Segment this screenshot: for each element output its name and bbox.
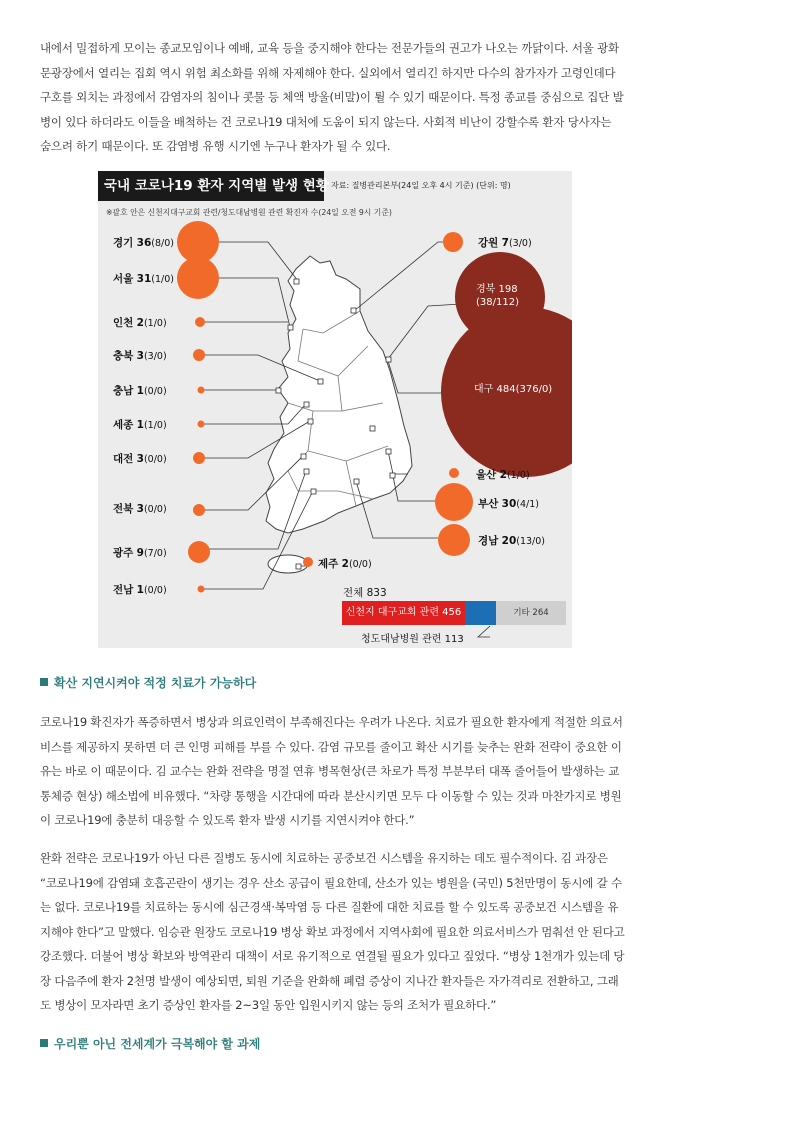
gangwon-bubble [443, 232, 463, 252]
region-label-jeju: 제주 2(0/0) [318, 558, 372, 570]
region-label-chungbuk: 충북 3(3/0) [113, 350, 167, 362]
busan-bubble [435, 483, 473, 521]
text-line: 문광장에서 열리는 집회 역시 위험 최소화를 위해 자제해야 한다. 실외에서 열리긴 하지만 다수의 참가자가 고령인데다 [40, 65, 616, 80]
text-line: 장 다음주에 환자 2천명 발생이 예상되면, 퇴원 기준을 완화해 폐렴 증상이 지나간 환자들은 자가격리로 전환하고, 그래 [40, 973, 619, 988]
infographic-source: 자료: 질병관리본부(24일 오후 4시 기준) (단위: 명) [331, 181, 511, 190]
sejong-bubble [198, 421, 205, 428]
infographic-note: ※괄호 안은 신천지대구교회 관련/청도대남병원 관련 확진자 수(24일 오전 9시 기준) [106, 208, 392, 217]
gyeonggi-bubble [177, 221, 219, 263]
region-label-ulsan: 울산 2(1/0) [476, 469, 530, 481]
text-line: 구호를 외치는 과정에서 감염자의 침이나 콧물 등 체액 방울(비말)이 튈 수 있기 때문이다. 특정 종교를 중심으로 집단 발 [40, 90, 624, 104]
text-line: 비스를 제공하지 못하면 더 큰 인명 피해를 부를 수 있다. 감염 규모를 줄이고 확산 시기를 늦추는 완화 전략이 중요한 이 [40, 739, 622, 754]
text-line: 도 병상이 모자라면 초기 증상인 환자를 2~3일 동안 입원시키지 않는 등의 조처가 필요하다.” [40, 998, 497, 1012]
paragraph-3 [40, 846, 640, 1018]
text-line: 내에서 밀접하게 모이는 종교모임이나 예배, 교육 등을 중지해야 한다는 전문가들의 권고가 나오는 까닭이다. 서울 광화 [40, 41, 619, 55]
region-label-gyeongnam: 경남 20(13/0) [478, 535, 546, 547]
chungbuk-bubble [193, 349, 205, 361]
jeonbuk-bubble [193, 504, 205, 516]
region-label-gyeonggi: 경기 36(8/0) [113, 237, 174, 249]
text-line: 지해야 한다”고 말했다. 임승관 원장도 코로나19 병상 확보 과정에서 지역사회에 필요한 의료서비스가 멈춰선 안 된다고 [40, 924, 625, 939]
region-label-chungnam: 충남 1(0/0) [113, 385, 167, 397]
ulsan-bubble [449, 468, 459, 478]
gyeongbuk-label: 경북 198 (38/112) [476, 284, 519, 308]
text-line: 는 없다. 코로나19를 치료하는 동시에 심근경색·복막염 등 다른 질환에 대한 치료를 할 수 있도록 공중보건 시스템을 유 [40, 900, 619, 914]
text-line: 유는 바로 이 때문이다. 김 교수는 완화 전략을 명절 연휴 병목현상(큰 차로가 특정 부분부터 대폭 줄어들어 발생하는 교 [40, 764, 620, 778]
chungnam-bubble [198, 387, 205, 394]
cheongdo-bar [465, 601, 496, 625]
text-line: 통체증 현상) 해소법에 비유했다. “차량 통행을 시간대에 따라 분산시키면 모두 다 이동할 수 있는 것과 마찬가지로 병원 [40, 788, 622, 803]
text-line: 이 코로나19에 충분히 대응할 수 있도록 환자 발생 시기를 지연시켜야 한다.” [40, 813, 415, 827]
text-line: “코로나19에 감염돼 호흡곤란이 생기는 경우 산소 공급이 필요한데, 산소가 있는 병원을 (국민) 5천만명이 동시에 갈 수 [40, 875, 622, 890]
text-line: 강조했다. 더불어 병상 확보와 방역관리 대책이 서로 유기적으로 연결될 필요가 있다고 짚었다. “병상 1천개가 있는데 당 [40, 949, 625, 963]
region-label-jeonnam: 전남 1(0/0) [113, 584, 167, 596]
jeju-bubble [303, 557, 313, 567]
text-line: 완화 전략은 코로나19가 아닌 다른 질병도 동시에 치료하는 공중보건 시스템을 유지하는 데도 필수적이다. 김 과장은 [40, 851, 608, 865]
region-label-seoul: 서울 31(1/0) [113, 273, 174, 285]
text-line: 병이 있다 하더라도 이들을 배척하는 건 코로나19 대처에 도움이 되지 않는다. 사회적 비난이 강할수록 환자 당사자는 [40, 114, 612, 129]
covid-region-infographic [98, 171, 572, 648]
total-count: 전체 833 [343, 587, 387, 599]
paragraph-1 [40, 36, 640, 159]
gyeongnam-bubble [438, 524, 470, 556]
region-label-incheon: 인천 2(1/0) [113, 317, 167, 329]
daejeon-bubble [193, 452, 205, 464]
section-heading-1: 확산 지연시켜야 적정 치료가 가능하다 [40, 674, 256, 691]
square-bullet-icon [40, 678, 48, 686]
region-label-jeonbuk: 전북 3(0/0) [113, 503, 167, 515]
region-label-gangwon: 강원 7(3/0) [478, 237, 532, 249]
gwangju-bubble [188, 541, 210, 563]
region-label-busan: 부산 30(4/1) [478, 498, 539, 510]
cheongdo-label: 청도대남병원 관련 113 [361, 634, 464, 645]
shincheonji-bar: 신천지 대구교회 관련 456 [342, 601, 465, 625]
seoul-bubble [177, 257, 219, 299]
paragraph-2 [40, 710, 640, 833]
text-line: 숨으려 하기 때문이다. 또 감염병 유행 시기엔 누구나 환자가 될 수 있다. [40, 139, 391, 153]
incheon-bubble [195, 317, 205, 327]
other-bar: 기타 264 [496, 601, 566, 625]
region-label-daejeon: 대전 3(0/0) [113, 453, 167, 465]
region-label-sejong: 세종 1(1/0) [113, 419, 167, 431]
region-label-gwangju: 광주 9(7/0) [113, 547, 167, 559]
jeonnam-bubble [198, 586, 205, 593]
jeju-shape [268, 555, 308, 573]
section-heading-2: 우리뿐 아닌 전세계가 극복해야 할 과제 [40, 1035, 260, 1052]
infographic-title: 국내 코로나19 환자 지역별 발생 현황 [98, 171, 324, 201]
daegu-label: 대구 484(376/0) [474, 384, 553, 395]
text-line: 코로나19 확진자가 폭증하면서 병상과 의료인력이 부족해진다는 우려가 나온다. 치료가 필요한 환자에게 적절한 의료서 [40, 715, 623, 729]
square-bullet-icon [40, 1039, 48, 1047]
